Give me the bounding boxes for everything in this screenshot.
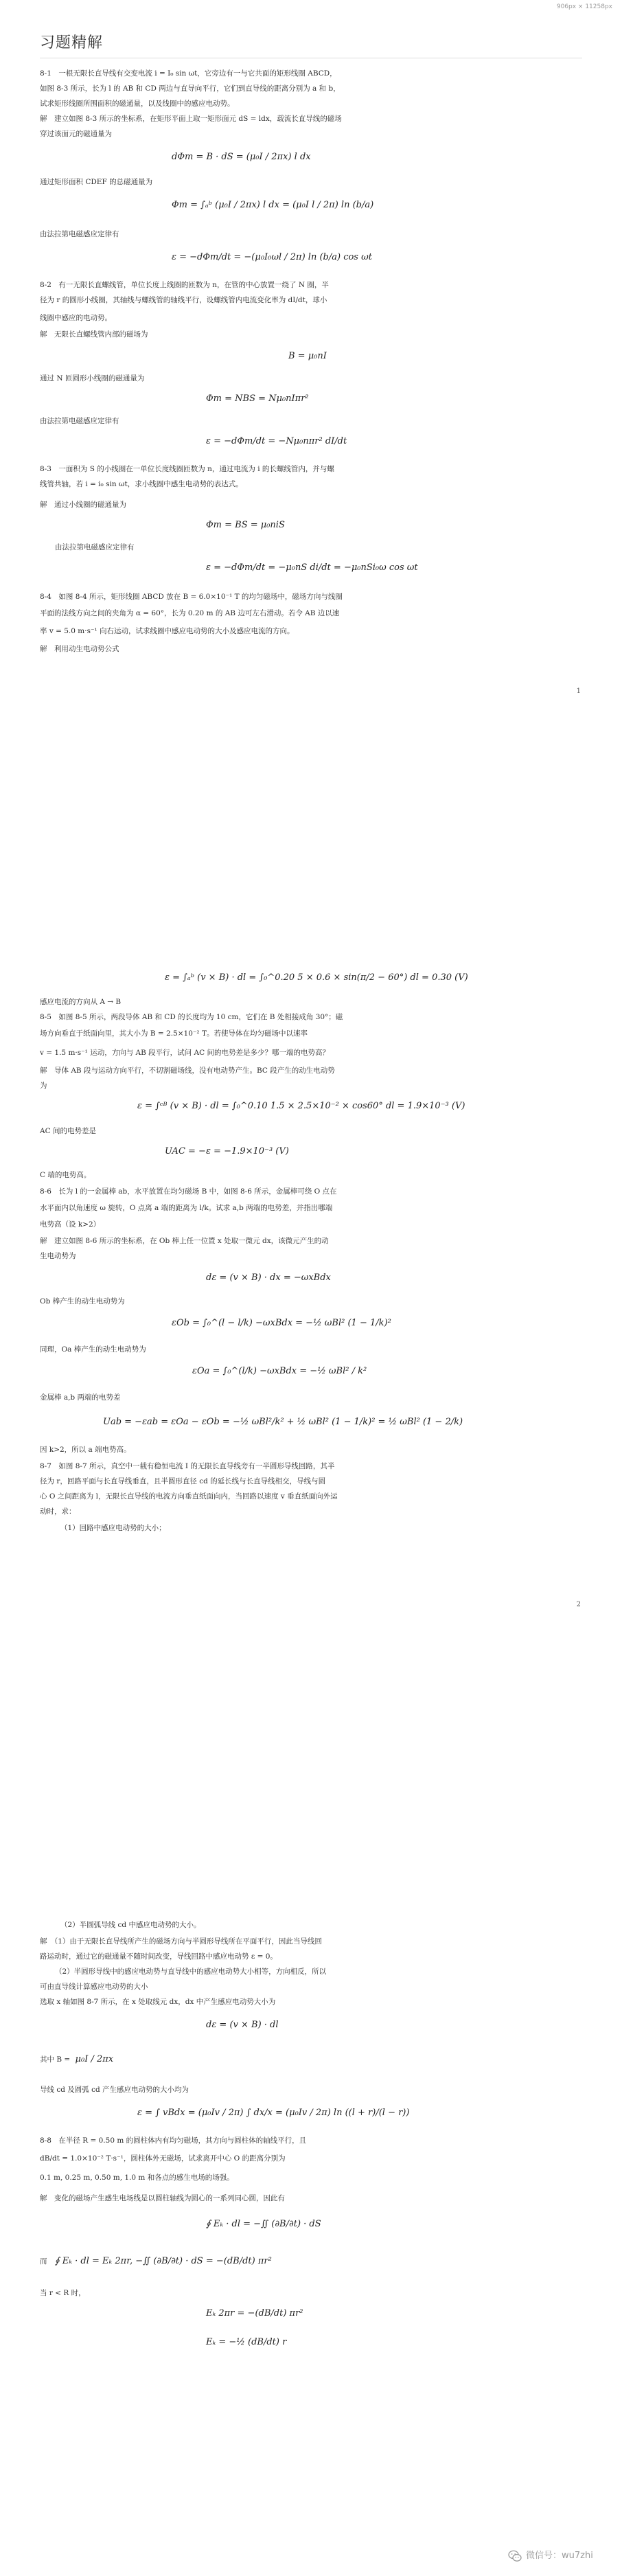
solution-8-7-line-1: 解 （1）由于无限长直导线所产生的磁场方向与半圆形导线所在平面平行，因此当导线回 xyxy=(40,1937,322,1946)
problem-8-3-line-1: 8-3 一面积为 S 的小线圈在一单位长度线圈匝数为 n，通过电流为 i 的长螺线管内，并与螺 xyxy=(40,465,334,473)
equation-8-7-emf-element: dε = (v × B) · dl xyxy=(206,2020,279,2030)
equation-8-3-flux: Φm = BS = μ₀niS xyxy=(206,520,285,530)
equation-8-6-emf-element: dε = (v × B) · dx = −ωxBdx xyxy=(206,1273,331,1283)
solution-8-6-line-5: 金属棒 a,b 两端的电势差 xyxy=(40,1393,121,1402)
wechat-watermark xyxy=(508,2549,593,2563)
equation-8-8-field: Eₖ = −½ (dB/dt) r xyxy=(206,2337,287,2347)
problem-8-5-line-2: 场方向垂直于纸面向里，其大小为 B = 2.5×10⁻² T。若使导体在均匀磁场中以速率 xyxy=(40,1029,308,1038)
equation-8-6-potential-difference: Uab = −εab = εOa − εOb = −½ ωBl²/k² + ½ ωBl² (1 − 1/k)² = ½ ωBl² (1 − 2/k) xyxy=(103,1417,463,1427)
equation-8-6-emf-Ob: εOb = ∫₀^(l − l/k) −ωxBdx = −½ ωBl² (1 − 1/k)² xyxy=(172,1318,391,1328)
solution-8-8-er-label: 而 xyxy=(40,2257,47,2266)
solution-8-8-line-1: 解 变化的磁场产生感生电场线是以圆柱轴线为圆心的一系列同心圆，因此有 xyxy=(40,2194,285,2202)
problem-8-7-line-3: 心 O 之间距离为 l，无限长直导线的电流方向垂直纸面向内，当回路以速度 v 垂直纸面向外运 xyxy=(40,1492,338,1501)
watermark-text: 微信号：wu7zhi xyxy=(526,2551,593,2562)
solution-8-2-line-2: 通过 N 匝圆形小线圈的磁通量为 xyxy=(40,374,145,383)
page-break-2 xyxy=(0,1621,622,1895)
equation-8-5-potential-difference: UAC = −ε = −1.9×10⁻³ (V) xyxy=(165,1146,289,1156)
problem-8-4-line-3: 率 v = 5.0 m·s⁻¹ 向右运动，试求线圈中感应电动势的大小及感应电流的方向。 xyxy=(40,627,295,635)
problem-8-2-line-1: 8-2 有一无限长直螺线管，单位长度上线圈的匝数为 n，在管的中心放置一绕了 N 圈，半 xyxy=(40,281,329,289)
equation-8-1-total-flux: Φm = ∫ₐᵇ (μ₀I / 2πx) l dx = (μ₀I l / 2π) ln (b/a) xyxy=(172,200,374,210)
solution-8-6-line-3: Ob 棒产生的动生电动势为 xyxy=(40,1297,125,1306)
problem-8-2-line-3: 线圈中感应的电动势。 xyxy=(40,314,112,322)
solution-8-2-line-3: 由法拉第电磁感应定律有 xyxy=(40,417,119,425)
equation-8-7-emf: ε = ∫ vBdx = (μ₀Iv / 2π) ∫ dx/x = (μ₀Iv / 2π) ln ((l + r)/(l − r)) xyxy=(137,2108,410,2118)
solution-8-1-line-4: 由法拉第电磁感应定律有 xyxy=(40,230,119,238)
solution-8-4-current-direction: 感应电流的方向从 A → B xyxy=(40,998,122,1006)
solution-8-7-line-6: 导线 cd 及圆弧 cd 产生感应电动势的大小均为 xyxy=(40,2086,189,2094)
equation-8-8-inside: Eₖ 2πr = −(dB/dt) πr² xyxy=(206,2308,303,2318)
problem-8-1-line-3: 试求矩形线圈所围面积的磁通量，以及线圈中的感应电动势。 xyxy=(40,100,235,108)
solution-8-5-line-1: 解 导体 AB 段与运动方向平行，不切割磁场线，没有电动势产生。BC 段产生的动生电动势 xyxy=(40,1067,335,1075)
page-break-1 xyxy=(0,707,622,955)
problem-8-4-line-1: 8-4 如图 8-4 所示，矩形线圈 ABCD 放在 B = 6.0×10⁻¹ T 的均匀磁场中，磁场方向与线圈 xyxy=(40,593,343,601)
solution-8-7-line-2: 路运动时，通过它的磁通量不随时间改变，导线回路中感应电动势 ε = 0。 xyxy=(40,1952,277,1961)
problem-8-8-line-3: 0.1 m, 0.25 m, 0.50 m, 1.0 m 和各点的感生电场的场强。 xyxy=(40,2174,234,2182)
problem-8-2-line-2: 径为 r 的圆形小线圈，其轴线与螺线管的轴线平行，设螺线管内电流变化率为 dI/dt，球小 xyxy=(40,296,327,304)
equation-8-8-faraday-integral: ∮ Eₖ · dl = −∬ (∂B/∂t) · dS xyxy=(206,2219,321,2229)
solution-8-4-line-1: 解 利用动生电动势公式 xyxy=(40,645,119,653)
equation-8-2-flux: Φm = NBS = Nμ₀nIπr² xyxy=(206,394,309,404)
image-dimensions-label: 906px × 11258px xyxy=(556,3,612,10)
problem-8-8-line-1: 8-8 在半径 R = 0.50 m 的圆柱体内有均匀磁场，其方向与圆柱体的轴线平行，且 xyxy=(40,2136,307,2145)
solution-8-7-line-3: （2）半圆形导线中的感应电动势与直导线中的感应电动势大小相等，方向相反，所以 xyxy=(55,1968,327,1976)
equation-8-5-emf: ε = ∫ᶜᴮ (v × B) · dl = ∫₀^0.10 1.5 × 2.5×10⁻² × cos60° dl = 1.9×10⁻³ (V) xyxy=(137,1101,465,1111)
solution-8-5-line-4: C 端的电势高。 xyxy=(40,1171,91,1179)
solution-8-1-line-2: 穿过该面元的磁通量为 xyxy=(40,130,112,138)
solution-8-5-line-3: AC 间的电势差是 xyxy=(40,1127,96,1135)
page-title: 习题精解 xyxy=(40,34,104,52)
problem-8-6-line-1: 8-6 长为 l 的一金属棒 ab，水平放置在均匀磁场 B 中，如图 8-6 所示，金属棒可绕 O 点在 xyxy=(40,1187,337,1196)
equation-8-8-integrals: ∮ Eₖ · dl = Eₖ 2πr, −∬ (∂B/∂t) · dS = −(dB/dt) πr² xyxy=(54,2256,272,2266)
equation-8-2-emf: ε = −dΦm/dt = −Nμ₀nπr² dI/dt xyxy=(206,436,347,446)
equation-8-1-flux-element: dΦm = B · dS = (μ₀I / 2πx) l dx xyxy=(172,152,311,162)
top-bar xyxy=(0,0,622,10)
problem-8-5-line-3: v = 1.5 m·s⁻¹ 运动，方向与 AB 段平行，试问 AC 间的电势差是多少？哪一端的电势高？ xyxy=(40,1049,330,1057)
solution-8-8-line-3: 当 r < R 时， xyxy=(40,2289,86,2297)
equation-8-3-emf: ε = −dΦm/dt = −μ₀nS di/dt = −μ₀nSi₀ω cos ωt xyxy=(206,562,418,573)
solution-8-6-line-6: 因 k>2，所以 a 端电势高。 xyxy=(40,1446,131,1454)
equation-8-4-emf: ε = ∫ₐᵇ (v × B) · dl = ∫₀^0.20 5 × 0.6 × sin(π/2 − 60°) dl = 0.30 (V) xyxy=(165,972,468,983)
solution-8-6-line-2: 生电动势为 xyxy=(40,1252,76,1260)
solution-8-5-line-2: 为 xyxy=(40,1082,47,1090)
solution-8-1-line-3: 通过矩形面积 CDEF 的总磁通量为 xyxy=(40,178,153,186)
problem-8-5-line-1: 8-5 如图 8-5 所示，两段导体 AB 和 CD 的长度均为 10 cm，它们在 B 处相接成角 30°；磁 xyxy=(40,1013,343,1021)
problem-8-1-line-1: 8-1 一根无限长直导线有交变电流 i = I₀ sin ωt，它旁边有一与它共面的矩形线圈 ABCD， xyxy=(40,69,337,78)
problem-8-8-line-2: dB/dt = 1.0×10⁻² T·s⁻¹，圆柱体外无磁场，试求离开中心 O 的距离分别为 xyxy=(40,2154,286,2163)
solution-8-8-line-2 xyxy=(40,2255,272,2268)
equation-8-7-field: μ₀I / 2πx xyxy=(75,2054,114,2064)
problem-8-7-question-1: （1）回路中感应电动势的大小； xyxy=(60,1524,166,1532)
problem-8-7-line-4: 动时，求： xyxy=(40,1507,76,1516)
page-number-1: 1 xyxy=(576,687,581,695)
problem-8-6-line-3: 电势高（设 k>2） xyxy=(40,1220,101,1229)
equation-8-6-emf-Oa: εOa = ∫₀^(l/k) −ωxBdx = −½ ωBl² / k² xyxy=(192,1366,367,1376)
problem-8-7-question-2: （2）半圆弧导线 cd 中感应电动势的大小。 xyxy=(60,1921,201,1929)
solution-8-6-line-1: 解 建立如图 8-6 所示的坐标系，在 Ob 棒上任一位置 x 处取一微元 dx，该微元产生的动 xyxy=(40,1237,329,1245)
solution-8-7-line-4: 可由直导线计算感应电动势的大小 xyxy=(40,1983,148,1991)
solution-8-3-line-1: 解 通过小线圈的磁通量为 xyxy=(40,501,126,509)
page-number-2: 2 xyxy=(576,1601,581,1608)
problem-8-7-line-1: 8-7 如图 8-7 所示，真空中一载有稳恒电流 I 的无限长直导线旁有一半圆形导线回路，其半 xyxy=(40,1462,335,1470)
wechat-icon xyxy=(508,2549,522,2563)
solution-8-3-line-2: 由法拉第电磁感应定律有 xyxy=(55,543,135,551)
solution-8-7-field-line xyxy=(40,2053,113,2066)
problem-8-4-line-2: 平面的法线方向之间的夹角为 α = 60°，长为 0.20 m 的 AB 边可左右滑动。若令 AB 边以速 xyxy=(40,609,340,617)
solution-8-7-line-5: 选取 x 轴如图 8-7 所示，在 x 处取线元 dx，dx 中产生感应电动势大小为 xyxy=(40,1998,276,2006)
solution-8-2-line-1: 解 无限长直螺线管内部的磁场为 xyxy=(40,330,148,339)
problem-8-3-line-2: 线管共轴，若 i = i₀ sin ωt，求小线圈中感生电动势的表达式。 xyxy=(40,480,243,488)
problem-8-6-line-2: 水平面内以角速度 ω 旋转，O 点离 a 端的距离为 l/k。试求 a,b 两端的电势差，并指出哪端 xyxy=(40,1204,333,1212)
equation-8-1-emf: ε = −dΦm/dt = −(μ₀I₀ωl / 2π) ln (b/a) cos ωt xyxy=(172,252,372,262)
problem-8-7-line-2: 径为 r，回路平面与长直导线垂直，且半圆形直径 cd 的延长线与长直导线相交，导线与圆 xyxy=(40,1477,326,1485)
problem-8-1-line-2: 如图 8-3 所示，长为 l 的 AB 和 CD 两边与直导向平行，它们到直导线的距离分别为 a 和 b， xyxy=(40,84,341,93)
solution-8-1-line-1: 解 建立如图 8-3 所示的坐标系，在矩形平面上取一矩形面元 dS = ldx，载流长直导线的磁场 xyxy=(40,115,342,123)
solution-8-6-line-4: 同理，Oa 棒产生的动生电动势为 xyxy=(40,1345,146,1354)
solution-8-7-field-label: 其中 B = xyxy=(40,2055,71,2064)
equation-8-2-solenoid-field: B = μ₀nI xyxy=(288,351,327,361)
